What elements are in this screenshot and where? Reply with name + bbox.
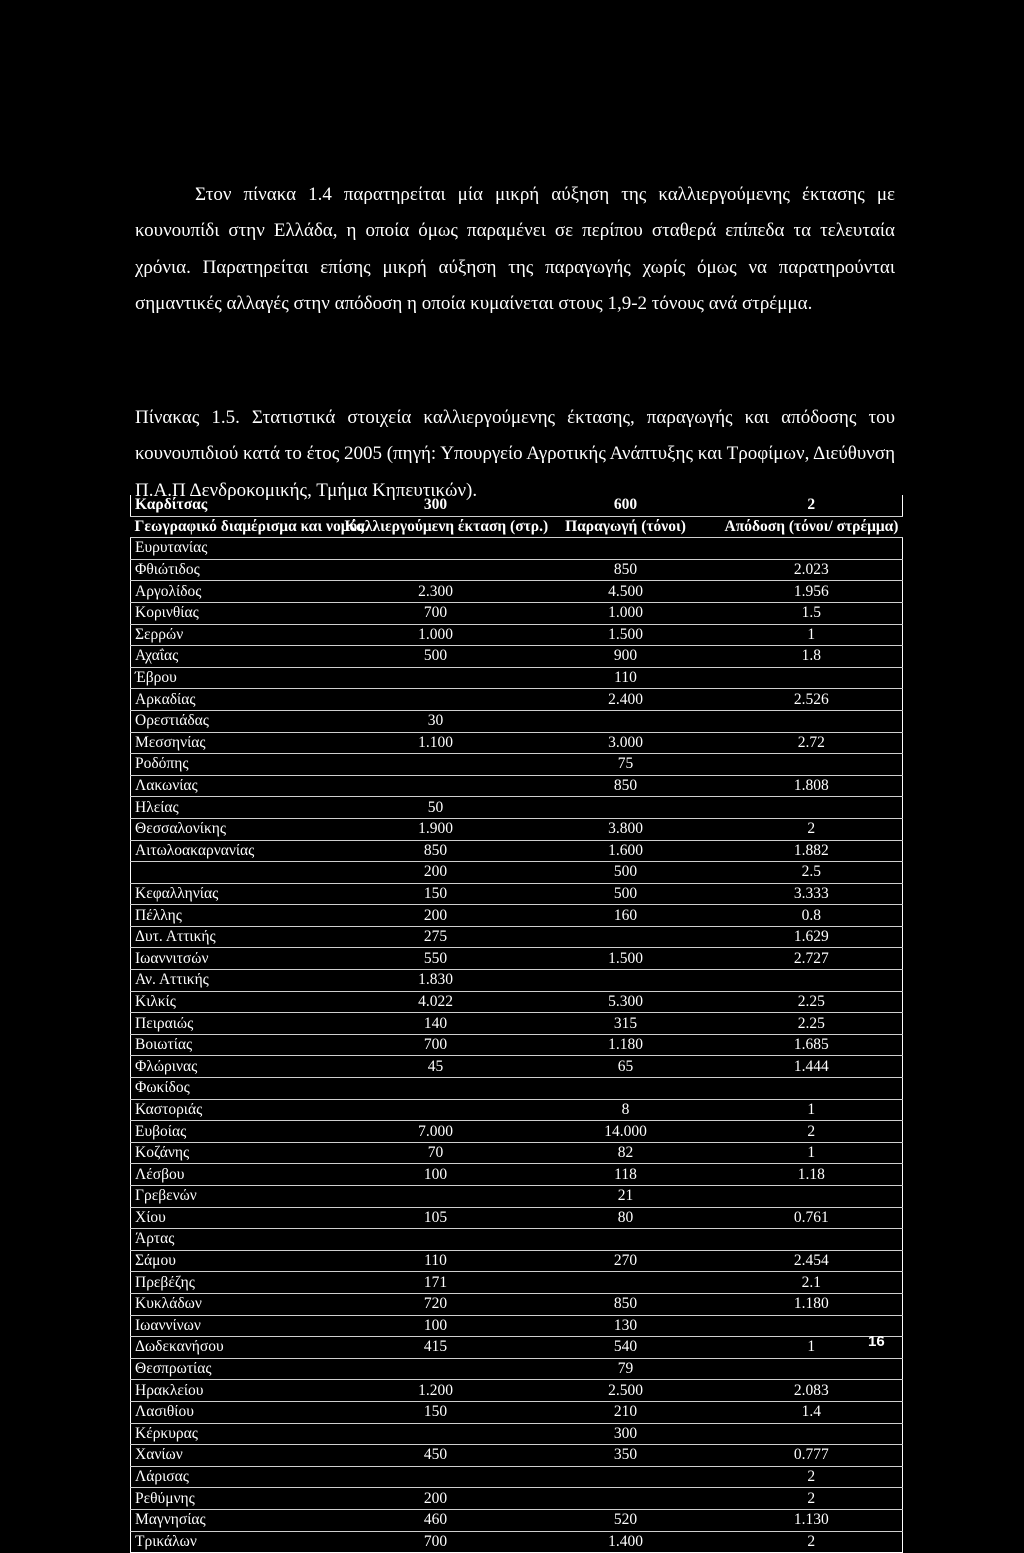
header-yield: Απόδοση (τόνοι/ στρέμμα) — [721, 516, 903, 538]
cell-area: 1.830 — [341, 970, 531, 992]
cell-area — [341, 667, 531, 689]
cell-production: 2.400 — [531, 689, 721, 711]
cell-region: Δυτ. Αττικής — [131, 926, 341, 948]
table-row — [131, 1056, 903, 1078]
cell-production: 1.180 — [531, 1034, 721, 1056]
cell-yield: 2.25 — [721, 991, 903, 1013]
cell-yield: 1 — [721, 1337, 903, 1359]
cell-production: 500 — [531, 862, 721, 884]
table-header-row — [131, 516, 903, 538]
page-number: 16 — [868, 1333, 885, 1350]
cell-region: Ιωαννιτσών — [131, 948, 341, 970]
cell-area: 200 — [341, 1488, 531, 1510]
cell-area: 105 — [341, 1207, 531, 1229]
cell-region: Φλώρινας — [131, 1056, 341, 1078]
cell-area: 700 — [341, 602, 531, 624]
cell-production: 3.000 — [531, 732, 721, 754]
cell-production: 315 — [531, 1013, 721, 1035]
cell-production: 1.500 — [531, 624, 721, 646]
cell-region: Πέλλης — [131, 905, 341, 927]
table-row — [131, 1466, 903, 1488]
cell-yield: 1.5 — [721, 602, 903, 624]
table-row — [131, 883, 903, 905]
cell-region: Τρικάλων — [131, 1531, 341, 1553]
table-row — [131, 581, 903, 603]
cell-yield: 2.083 — [721, 1380, 903, 1402]
cell-area: 450 — [341, 1445, 531, 1467]
table-row — [131, 732, 903, 754]
table-row — [131, 1337, 903, 1359]
cell-area: 200 — [341, 862, 531, 884]
cell-production: 65 — [531, 1056, 721, 1078]
table-row — [131, 1142, 903, 1164]
cell-yield: 1.8 — [721, 646, 903, 668]
cell-area — [341, 1358, 531, 1380]
cell-region: Βοιωτίας — [131, 1034, 341, 1056]
cell-production: 270 — [531, 1250, 721, 1272]
cell-region: Άρτας — [131, 1229, 341, 1251]
table-row — [131, 775, 903, 797]
cell-region: Ηρακλείου — [131, 1380, 341, 1402]
table-row — [131, 1509, 903, 1531]
cell-yield — [721, 1358, 903, 1380]
table-row — [131, 1531, 903, 1553]
cell-yield: 1.956 — [721, 581, 903, 603]
cell-production: 540 — [531, 1337, 721, 1359]
cell-yield: 2 — [721, 1121, 903, 1143]
cell-production — [531, 1078, 721, 1100]
table-row — [131, 905, 903, 927]
cell-area: 100 — [341, 1164, 531, 1186]
cell-production — [531, 1488, 721, 1510]
cell-yield: 2.5 — [721, 862, 903, 884]
cell-production — [531, 926, 721, 948]
table-row — [131, 538, 903, 560]
cell-region: Λάρισας — [131, 1466, 341, 1488]
table-caption: Πίνακας 1.5. Στατιστικά στοιχεία καλλιεργούμενης έκτασης, παραγωγής και απόδοσης του κουνουπιδιού κατά το έτος 2005 (πηγή: Υπουργείο Αγροτικής Ανάπτυξης και Τροφίμων, Διεύθυνση Π.Α.Π Δενδροκομικής, Τμήμα Κηπευτικών). — [135, 407, 896, 501]
cell-area — [341, 1229, 531, 1251]
cell-production: 79 — [531, 1358, 721, 1380]
cell-yield: 1 — [721, 624, 903, 646]
cell-region: Χανίων — [131, 1445, 341, 1467]
cell-area: 2.300 — [341, 581, 531, 603]
cell-yield: 1.4 — [721, 1401, 903, 1423]
table-row — [131, 1229, 903, 1251]
cell-area: 550 — [341, 948, 531, 970]
cell-production: 80 — [531, 1207, 721, 1229]
cell-region: Φθιώτιδος — [131, 559, 341, 581]
table-row — [131, 818, 903, 840]
table-row — [131, 1164, 903, 1186]
cell-region: Ρεθύμνης — [131, 1488, 341, 1510]
cell-region: Δωδεκανήσου — [131, 1337, 341, 1359]
cell-yield — [721, 1186, 903, 1208]
cell-yield — [721, 1229, 903, 1251]
cell-region: Λακωνίας — [131, 775, 341, 797]
cell-area: 460 — [341, 1509, 531, 1531]
table-row — [131, 1099, 903, 1121]
cell-production: 118 — [531, 1164, 721, 1186]
table-row — [131, 1315, 903, 1337]
cell-yield: 1.180 — [721, 1293, 903, 1315]
cell-area: 30 — [341, 710, 531, 732]
cell-area — [341, 559, 531, 581]
cell-area: 140 — [341, 1013, 531, 1035]
cell-production: 8 — [531, 1099, 721, 1121]
cell-region: Ορεστιάδας — [131, 710, 341, 732]
cell-area: 4.022 — [341, 991, 531, 1013]
cell-region: Ηλείας — [131, 797, 341, 819]
cell-area: 500 — [341, 646, 531, 668]
cell-region: Αιτωλοακαρνανίας — [131, 840, 341, 862]
table-row — [131, 862, 903, 884]
cell-area — [341, 689, 531, 711]
table-row — [131, 754, 903, 776]
cell-production: 850 — [531, 775, 721, 797]
cell-production — [531, 1272, 721, 1294]
cell-region: Μαγνησίας — [131, 1509, 341, 1531]
cell-region: Μεσσηνίας — [131, 732, 341, 754]
cell-region: Καστοριάς — [131, 1099, 341, 1121]
cell-area: 171 — [341, 1272, 531, 1294]
table-row — [131, 926, 903, 948]
cell-production: 75 — [531, 754, 721, 776]
cell-yield — [721, 667, 903, 689]
cell-area: 720 — [341, 1293, 531, 1315]
cell-yield: 2.25 — [721, 1013, 903, 1035]
cell-region: Κοζάνης — [131, 1142, 341, 1164]
cell-region: Κέρκυρας — [131, 1423, 341, 1445]
table-row — [131, 1445, 903, 1467]
cell-region: Αν. Αττικής — [131, 970, 341, 992]
cell-area — [341, 538, 531, 560]
cell-region: Ευβοίας — [131, 1121, 341, 1143]
cell-region: Ιωαννίνων — [131, 1315, 341, 1337]
cell-region: Θεσπρωτίας — [131, 1358, 341, 1380]
header-area: Καλλιεργούμενη έκταση (στρ.) — [341, 516, 531, 538]
table-row — [131, 1078, 903, 1100]
table-row — [131, 1207, 903, 1229]
table-row — [131, 948, 903, 970]
header-production: Παραγωγή (τόνοι) — [531, 516, 721, 538]
cell-area: 45 — [341, 1056, 531, 1078]
statistics-table — [130, 495, 903, 1553]
cell-region: Κιλκίς — [131, 991, 341, 1013]
cell-yield: 0.8 — [721, 905, 903, 927]
cell-yield: 1.808 — [721, 775, 903, 797]
cell-yield: 2.023 — [721, 559, 903, 581]
cell-yield — [721, 538, 903, 560]
cell-area: 700 — [341, 1034, 531, 1056]
cell-production: 350 — [531, 1445, 721, 1467]
cell-area — [341, 1466, 531, 1488]
table-row — [131, 1423, 903, 1445]
cell-region: Πρεβέζης — [131, 1272, 341, 1294]
cell-production: 300 — [531, 1423, 721, 1445]
statistics-table-container — [130, 495, 902, 1553]
cell-region: Αρκαδίας — [131, 689, 341, 711]
cell-yield: 2 — [721, 1531, 903, 1553]
cell-yield: 2.72 — [721, 732, 903, 754]
cell-area: 50 — [341, 797, 531, 819]
table-row — [131, 602, 903, 624]
table-row — [131, 646, 903, 668]
cell-yield: 2.1 — [721, 1272, 903, 1294]
table-row — [131, 970, 903, 992]
cell-production — [531, 797, 721, 819]
cell-yield — [721, 1423, 903, 1445]
cell-yield: 3.333 — [721, 883, 903, 905]
cell-yield: 1.685 — [721, 1034, 903, 1056]
cell-region: Πειραιώς — [131, 1013, 341, 1035]
cell-yield: 1.882 — [721, 840, 903, 862]
cell-area: 70 — [341, 1142, 531, 1164]
cell-yield: 1.444 — [721, 1056, 903, 1078]
cell-area: 150 — [341, 883, 531, 905]
table-row — [131, 1293, 903, 1315]
cell-area: 700 — [341, 1531, 531, 1553]
cell-yield: 2 — [721, 1488, 903, 1510]
cell-area: 850 — [341, 840, 531, 862]
intro-paragraph: Στον πίνακα 1.4 παρατηρείται μία μικρή αύξηση της καλλιεργούμενης έκτασης με κουνουπίδι στην Ελλάδα, η οποία όμως παραμένει σε περίπου σταθερά επίπεδα τα τελευταία χρόνια. Παρατηρείται επίσης μικρή αύξηση της παραγωγής χωρίς όμως να παρατηρούνται σημαντικές αλλαγές στην απόδοση η οποία κυμαίνεται στους 1,9-2 τόνους ανά στρέμμα. — [135, 184, 895, 314]
cell-area: 200 — [341, 905, 531, 927]
cell-area — [341, 754, 531, 776]
cell-yield: 1.18 — [721, 1164, 903, 1186]
cell-yield — [721, 754, 903, 776]
cell-area: 415 — [341, 1337, 531, 1359]
cell-area: 300 — [341, 495, 531, 516]
table-row — [131, 667, 903, 689]
cell-yield — [721, 1078, 903, 1100]
cell-yield: 2.454 — [721, 1250, 903, 1272]
table-row — [131, 1013, 903, 1035]
table-row — [131, 1250, 903, 1272]
cell-region: Ευρυτανίας — [131, 538, 341, 560]
cell-production: 850 — [531, 1293, 721, 1315]
cell-area: 150 — [341, 1401, 531, 1423]
cell-region: Γρεβενών — [131, 1186, 341, 1208]
cell-production: 1.000 — [531, 602, 721, 624]
table-row — [131, 1272, 903, 1294]
table-row — [131, 689, 903, 711]
cell-yield: 0.761 — [721, 1207, 903, 1229]
cell-area — [341, 1423, 531, 1445]
table-row — [131, 495, 903, 516]
cell-yield — [721, 797, 903, 819]
cell-area — [341, 775, 531, 797]
cell-region — [131, 862, 341, 884]
cell-yield: 2.727 — [721, 948, 903, 970]
table-row — [131, 1488, 903, 1510]
cell-production: 1.600 — [531, 840, 721, 862]
cell-yield: 1.130 — [721, 1509, 903, 1531]
cell-production: 1.400 — [531, 1531, 721, 1553]
cell-region: Κεφαλληνίας — [131, 883, 341, 905]
cell-yield: 0.777 — [721, 1445, 903, 1467]
cell-yield — [721, 970, 903, 992]
cell-region: Αχαΐας — [131, 646, 341, 668]
cell-production — [531, 1466, 721, 1488]
cell-region: Καρδίτσας — [131, 495, 341, 516]
cell-yield: 2 — [721, 818, 903, 840]
table-row — [131, 797, 903, 819]
cell-area: 1.900 — [341, 818, 531, 840]
cell-production: 4.500 — [531, 581, 721, 603]
cell-production: 500 — [531, 883, 721, 905]
cell-production: 520 — [531, 1509, 721, 1531]
table-row — [131, 1034, 903, 1056]
cell-production: 210 — [531, 1401, 721, 1423]
cell-production: 850 — [531, 559, 721, 581]
table-row — [131, 1358, 903, 1380]
cell-production: 160 — [531, 905, 721, 927]
cell-area: 1.100 — [341, 732, 531, 754]
cell-production — [531, 538, 721, 560]
table-row — [131, 624, 903, 646]
cell-production: 900 — [531, 646, 721, 668]
table-row — [131, 1380, 903, 1402]
table-row — [131, 1121, 903, 1143]
cell-region: Χίου — [131, 1207, 341, 1229]
cell-production: 1.500 — [531, 948, 721, 970]
table-row — [131, 710, 903, 732]
cell-region: Ροδόπης — [131, 754, 341, 776]
cell-region: Κυκλάδων — [131, 1293, 341, 1315]
table-row — [131, 559, 903, 581]
cell-production: 21 — [531, 1186, 721, 1208]
cell-region: Σερρών — [131, 624, 341, 646]
cell-region: Θεσσαλονίκης — [131, 818, 341, 840]
cell-production: 5.300 — [531, 991, 721, 1013]
cell-production — [531, 710, 721, 732]
cell-production: 14.000 — [531, 1121, 721, 1143]
cell-region: Αργολίδος — [131, 581, 341, 603]
cell-production: 130 — [531, 1315, 721, 1337]
cell-area: 110 — [341, 1250, 531, 1272]
table-row — [131, 1186, 903, 1208]
cell-region: Έβρου — [131, 667, 341, 689]
cell-region: Λασιθίου — [131, 1401, 341, 1423]
cell-area: 100 — [341, 1315, 531, 1337]
cell-yield: 1.629 — [721, 926, 903, 948]
table-row — [131, 991, 903, 1013]
cell-production: 600 — [531, 495, 721, 516]
cell-production — [531, 970, 721, 992]
cell-yield: 2 — [721, 1466, 903, 1488]
cell-production: 3.800 — [531, 818, 721, 840]
header-region: Γεωγραφικό διαμέρισμα και νομός — [131, 516, 341, 538]
cell-production — [531, 1229, 721, 1251]
cell-region: Κορινθίας — [131, 602, 341, 624]
cell-area — [341, 1078, 531, 1100]
cell-area: 1.200 — [341, 1380, 531, 1402]
cell-yield: 2 — [721, 495, 903, 516]
cell-production: 110 — [531, 667, 721, 689]
cell-yield — [721, 710, 903, 732]
cell-region: Φωκίδος — [131, 1078, 341, 1100]
cell-production: 82 — [531, 1142, 721, 1164]
cell-yield: 2.526 — [721, 689, 903, 711]
cell-area: 7.000 — [341, 1121, 531, 1143]
cell-region: Λέσβου — [131, 1164, 341, 1186]
table-row — [131, 1401, 903, 1423]
cell-area: 1.000 — [341, 624, 531, 646]
cell-area — [341, 1099, 531, 1121]
cell-yield: 1 — [721, 1142, 903, 1164]
cell-area — [341, 1186, 531, 1208]
table-row — [131, 840, 903, 862]
cell-yield: 1 — [721, 1099, 903, 1121]
cell-production: 2.500 — [531, 1380, 721, 1402]
cell-area: 275 — [341, 926, 531, 948]
cell-region: Σάμου — [131, 1250, 341, 1272]
